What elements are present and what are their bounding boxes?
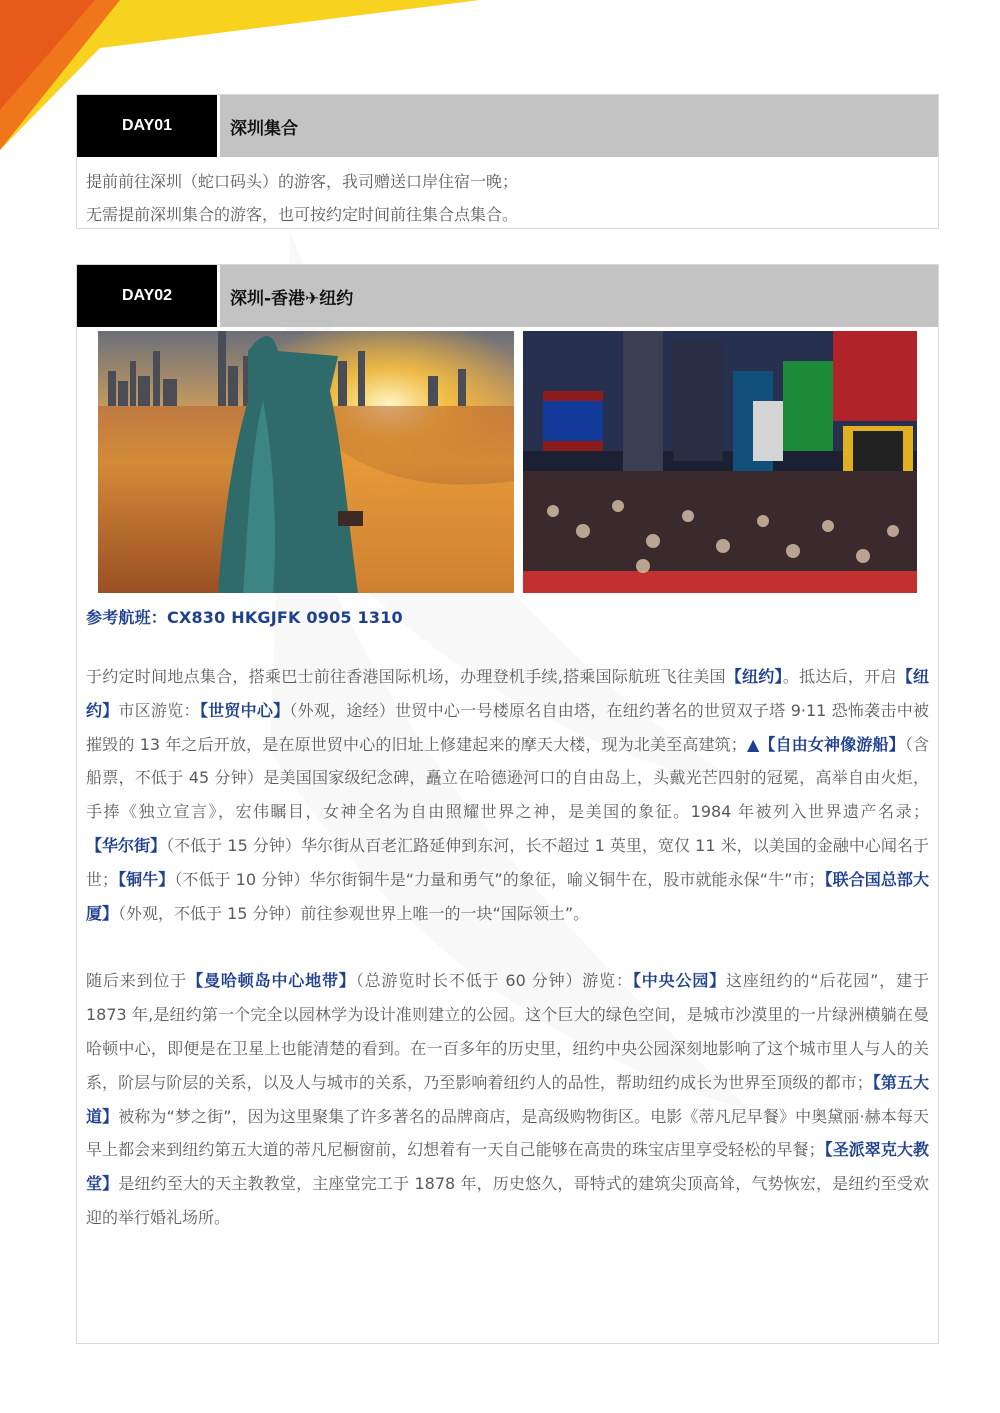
itinerary-paragraph-1 xyxy=(86,660,929,930)
highlight-attraction: 【中央公园】 xyxy=(632,971,727,991)
paragraph-text: （含船票，不低于 45 分钟）是美国国家级纪念碑，矗立在哈德逊河口的自由岛上，头戴光芒四射的冠冕，高举自由火炬，手捧《独立宣言》，宏伟瞩目，女神全名为自由照耀世界之神，是美国的象征。1984 年被列入世界遗产名录； xyxy=(86,734,929,822)
highlight-attraction: 【第五大道】 xyxy=(86,1072,929,1126)
paragraph-text: 这座纽约的“后花园”，建于 1873 年,是纽约第一个完全以园林学为设计准则建立的公园。这个巨大的绿色空间，是城市沙漠里的一片绿洲横躺在曼哈顿中心，即便是在卫星上也能清楚的看到。在一百多年的历史里，纽约中央公园深刻地影响了这个城市里人与人的关系，阶层与阶层的关系，以及人与城市的关系，乃至影响着纽约人的品性，帮助纽约成长为世界至顶级的都市； xyxy=(86,971,929,1092)
highlight-attraction: 【世贸中心】 xyxy=(199,700,290,720)
day01-tag: DAY01 xyxy=(77,95,217,157)
paragraph-text: 市区游览： xyxy=(118,700,200,720)
paragraph-text: 于约定时间地点集合，搭乘巴士前往香港国际机场，办理登机手续,搭乘国际航班飞往美国 xyxy=(86,667,726,686)
paragraph-text: 被称为“梦之街”，因为这里聚集了许多著名的品牌商店，是高级购物街区。电影《蒂凡尼早餐》中奥黛丽·赫本每天早上都会来到纽约第五大道的蒂凡尼橱窗前，幻想着有一天自己能够在高贵的珠宝店里享受轻松的早餐； xyxy=(86,1106,929,1160)
highlight-attraction: 【铜牛】 xyxy=(118,869,175,889)
day01-body xyxy=(77,157,938,237)
times-square-photo xyxy=(523,331,917,593)
paragraph-text: （不低于 15 分钟）华尔街从百老汇路延伸到东河，长不超过 1 英里，宽仅 11 米，以美国的金融中心闻名于世； xyxy=(86,835,929,889)
highlight-attraction: ▲【自由女神像游船】 xyxy=(746,734,905,754)
itinerary-paragraph-2 xyxy=(86,964,929,1234)
paragraph-text: 是纽约至大的天主教教堂，主座堂完工于 1878 年，历史悠久，哥特式的建筑尖顶高耸，气势恢宏，是纽约至受欢迎的举行婚礼场所。 xyxy=(86,1174,929,1227)
day02-header xyxy=(77,265,938,327)
paragraph-text: 随后来到位于 xyxy=(86,971,188,991)
day01-line-1: 提前前往深圳（蛇口码头）的游客，我司赠送口岸住宿一晚； xyxy=(86,172,519,191)
paragraph-text: （外观，不低于 15 分钟）前往参观世界上唯一的一块“国际领土”。 xyxy=(118,903,590,923)
highlight-attraction: 【纽约】 xyxy=(725,667,783,686)
statue-of-liberty-photo xyxy=(98,331,514,593)
day01-line-2: 无需提前深圳集合的游客，也可按约定时间前往集合点集合。 xyxy=(86,205,519,224)
day02-tag: DAY02 xyxy=(77,265,217,327)
highlight-attraction: 【联合国总部大厦】 xyxy=(86,869,929,923)
day02-title: 深圳-香港✈纽约 xyxy=(220,265,938,327)
day01-section xyxy=(76,94,939,229)
photo-row xyxy=(77,327,938,595)
highlight-attraction: 【曼哈顿岛中心地带】 xyxy=(187,971,356,991)
highlight-attraction: 【圣派翠克大教堂】 xyxy=(86,1140,929,1194)
day02-section xyxy=(76,264,939,1344)
paragraph-text: （外观，途经）世贸中心一号楼原名自由塔，在纽约著名的世贸双子塔 9·11 恐怖袭击中被摧毁的 13 年之后开放，是在原世贸中心的旧址上修建起来的摩天大楼，现为北美至高建筑； xyxy=(86,700,929,754)
day01-title: 深圳集合 xyxy=(220,95,938,157)
highlight-attraction: 【华尔街】 xyxy=(86,835,167,855)
paragraph-text: 。抵达后，开启 xyxy=(782,667,897,686)
paragraph-text: （总游览时长不低于 60 分钟）游览： xyxy=(355,971,633,991)
day01-header xyxy=(77,95,938,157)
highlight-attraction: 【纽约】 xyxy=(86,667,929,720)
paragraph-text: （不低于 10 分钟）华尔街铜牛是“力量和勇气”的象征，喻义铜牛在，股市就能永保“牛”市； xyxy=(174,869,825,889)
flight-info: 参考航班：CX830 HKGJFK 0905 1310 xyxy=(86,608,403,627)
